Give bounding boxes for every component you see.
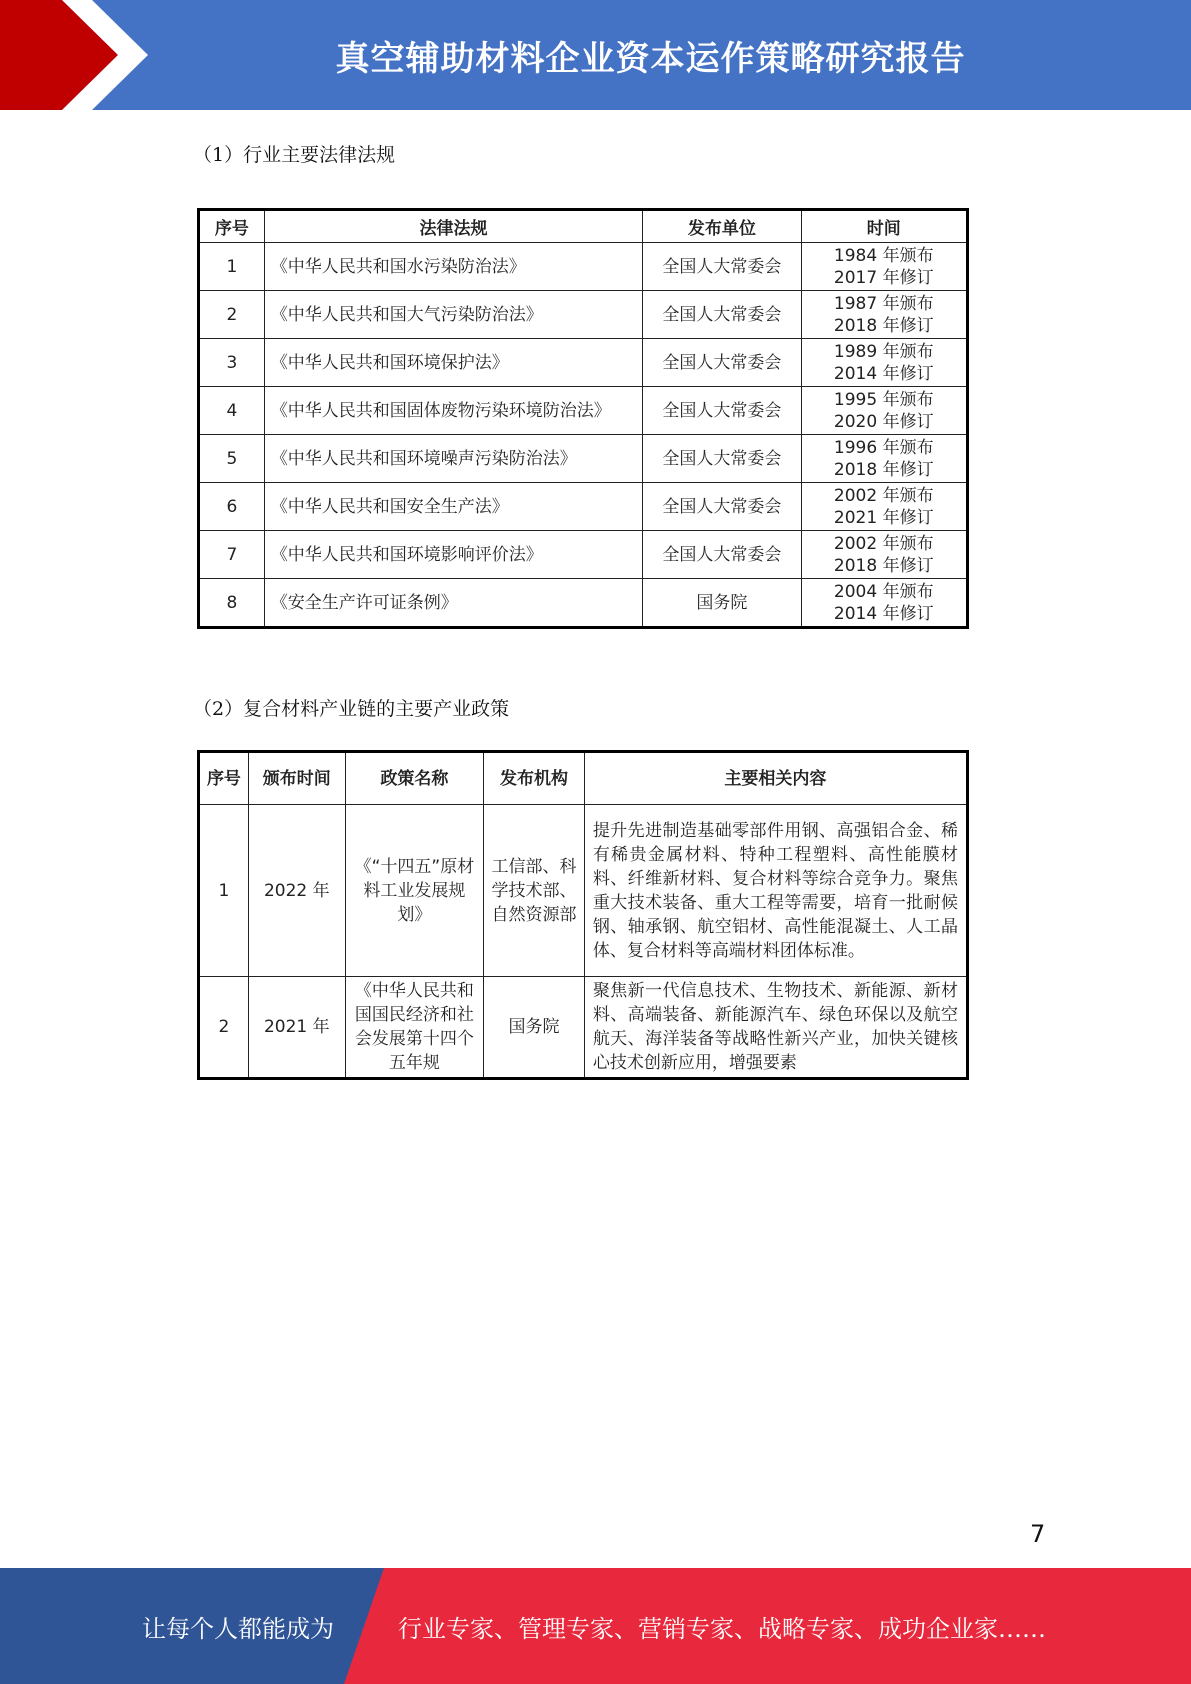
section1-heading: （1）行业主要法律法规 <box>193 144 396 166</box>
row-number: 2 <box>199 977 249 1079</box>
issuer: 全国人大常委会 <box>643 483 801 531</box>
column-header: 主要相关内容 <box>584 752 967 805</box>
time-cell <box>801 531 967 579</box>
issuer: 全国人大常委会 <box>643 435 801 483</box>
issue-year: 2021 年 <box>248 977 345 1079</box>
row-number: 7 <box>199 531 265 579</box>
policies-table <box>197 750 969 1080</box>
table-row <box>199 977 968 1079</box>
time-enacted: 1989 年颁布 <box>833 341 934 362</box>
time-cell <box>801 291 967 339</box>
law-name: 《安全生产许可证条例》 <box>264 579 642 628</box>
policy-content-cell <box>584 977 967 1079</box>
table-row <box>199 435 968 483</box>
column-header: 政策名称 <box>345 752 484 805</box>
column-header: 法律法规 <box>264 210 642 243</box>
table-row <box>199 291 968 339</box>
time-enacted: 1996 年颁布 <box>833 437 934 458</box>
time-revised: 2014 年修订 <box>833 603 934 624</box>
time-enacted: 1984 年颁布 <box>833 245 934 266</box>
time-enacted: 2004 年颁布 <box>833 581 934 602</box>
column-header: 颁布时间 <box>248 752 345 805</box>
table-row <box>199 531 968 579</box>
time-revised: 2018 年修订 <box>833 315 934 336</box>
law-name: 《中华人民共和国安全生产法》 <box>264 483 642 531</box>
table-row <box>199 339 968 387</box>
row-number: 6 <box>199 483 265 531</box>
issuer: 国务院 <box>643 579 801 628</box>
time-revised: 2017 年修订 <box>833 267 934 288</box>
time-enacted: 1987 年颁布 <box>833 293 934 314</box>
table-row <box>199 483 968 531</box>
time-cell <box>801 579 967 628</box>
time-cell <box>801 387 967 435</box>
law-name: 《中华人民共和国环境噪声污染防治法》 <box>264 435 642 483</box>
time-enacted: 2002 年颁布 <box>833 485 934 506</box>
time-revised: 2018 年修订 <box>833 555 934 576</box>
column-header: 发布机构 <box>484 752 585 805</box>
row-number: 5 <box>199 435 265 483</box>
law-name: 《中华人民共和国大气污染防治法》 <box>264 291 642 339</box>
time-revised: 2014 年修订 <box>833 363 934 384</box>
laws-table <box>197 208 969 629</box>
policy-name-cell <box>345 977 484 1079</box>
report-title: 真空辅助材料企业资本运作策略研究报告 <box>335 38 966 79</box>
footer-slogan-left: 让每个人都能成为 <box>142 1614 334 1643</box>
row-number: 3 <box>199 339 265 387</box>
law-name: 《中华人民共和国固体废物污染环境防治法》 <box>264 387 642 435</box>
header-chevron-icon <box>0 0 160 110</box>
column-header: 时间 <box>801 210 967 243</box>
time-revised: 2020 年修订 <box>833 411 934 432</box>
time-cell <box>801 483 967 531</box>
row-number: 4 <box>199 387 265 435</box>
table-header-row <box>199 210 968 243</box>
column-header: 序号 <box>199 210 265 243</box>
policy-content: 聚焦新一代信息技术、生物技术、新能源、新材料、高端装备、新能源汽车、绿色环保以及航空航天、海洋装备等战略性新兴产业，加快关键核心技术创新应用，增强要素 <box>592 981 958 1073</box>
issuer: 全国人大常委会 <box>643 291 801 339</box>
table-row <box>199 387 968 435</box>
law-name: 《中华人民共和国环境保护法》 <box>264 339 642 387</box>
column-header: 发布单位 <box>643 210 801 243</box>
table-row <box>199 579 968 628</box>
column-header: 序号 <box>199 752 249 805</box>
issuer: 全国人大常委会 <box>643 243 801 291</box>
issuing-agency: 工信部、科学技术部、自然资源部 <box>484 805 585 977</box>
policy-name: 《“十四五”原材料工业发展规划》 <box>345 805 484 977</box>
policy-name: 《中华人民共和国国民经济和社会发展第十四个五年规 <box>354 981 474 1073</box>
time-revised: 2018 年修订 <box>833 459 934 480</box>
table-row <box>199 243 968 291</box>
issuing-agency: 国务院 <box>484 977 585 1079</box>
table-row <box>199 805 968 977</box>
section2-heading: （2）复合材料产业链的主要产业政策 <box>193 698 510 720</box>
time-revised: 2021 年修订 <box>833 507 934 528</box>
law-name: 《中华人民共和国环境影响评价法》 <box>264 531 642 579</box>
row-number: 8 <box>199 579 265 628</box>
page-header <box>0 0 1191 110</box>
time-cell <box>801 243 967 291</box>
table-header-row <box>199 752 968 805</box>
footer-slogan-right: 行业专家、管理专家、营销专家、战略专家、成功企业家…… <box>398 1614 1046 1643</box>
issuer: 全国人大常委会 <box>643 387 801 435</box>
page-number: 7 <box>1030 1520 1046 1548</box>
page-footer <box>0 1568 1191 1684</box>
row-number: 1 <box>199 243 265 291</box>
time-enacted: 2002 年颁布 <box>833 533 934 554</box>
row-number: 1 <box>199 805 249 977</box>
time-cell <box>801 339 967 387</box>
law-name: 《中华人民共和国水污染防治法》 <box>264 243 642 291</box>
issuer: 全国人大常委会 <box>643 339 801 387</box>
time-enacted: 1995 年颁布 <box>833 389 934 410</box>
policy-content: 提升先进制造基础零部件用钢、高强铝合金、稀有稀贵金属材料、特种工程塑料、高性能膜材料、纤维新材料、复合材料等综合竞争力。聚焦重大技术装备、重大工程等需要，培育一批耐候钢、轴承钢、航空铝材、高性能混凝土、人工晶体、复合材料等高端材料团体标准。 <box>584 805 967 977</box>
time-cell <box>801 435 967 483</box>
row-number: 2 <box>199 291 265 339</box>
issue-year: 2022 年 <box>248 805 345 977</box>
issuer: 全国人大常委会 <box>643 531 801 579</box>
